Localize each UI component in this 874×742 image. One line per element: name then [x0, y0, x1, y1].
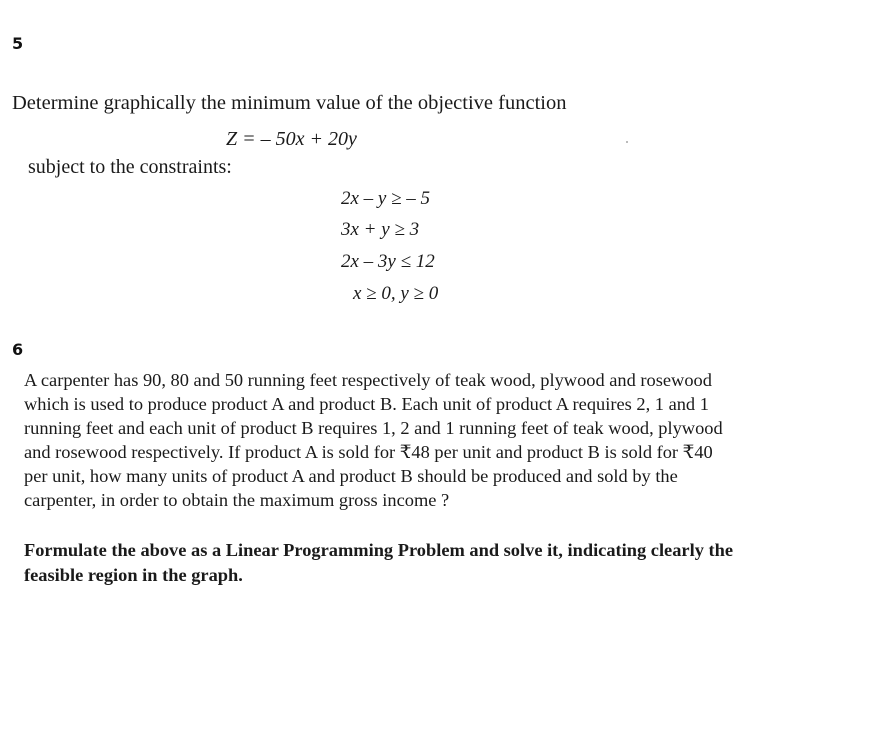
- scan-speck: [626, 141, 628, 143]
- question-5-intro: Determine graphically the minimum value of the objective function: [12, 92, 567, 114]
- task-line: Formulate the above as a Linear Programming Problem and solve it, indicating clearly the: [24, 540, 733, 560]
- body-line: running feet and each unit of product B requires 1, 2 and 1 running feet of teak wood, plywood: [24, 418, 723, 438]
- objective-function: Z = – 50x + 20y: [226, 128, 357, 150]
- question-6-body: [24, 368, 794, 512]
- body-line: per unit, how many units of product A and product B should be produced and sold by the: [24, 466, 678, 486]
- body-line: and rosewood respectively. If product A is sold for ₹48 per unit and product B is sold for ₹40: [24, 442, 713, 462]
- body-line: carpenter, in order to obtain the maximum gross income ?: [24, 490, 450, 510]
- constraints-heading: subject to the constraints:: [28, 156, 232, 178]
- constraint-nonnegativity: x ≥ 0, y ≥ 0: [353, 283, 439, 304]
- body-line: A carpenter has 90, 80 and 50 running feet respectively of teak wood, plywood and rosewood: [24, 370, 712, 390]
- question-5-number: 5: [12, 34, 24, 53]
- constraint-2: 3x + y ≥ 3: [341, 219, 420, 240]
- constraint-1: 2x – y ≥ – 5: [341, 188, 431, 209]
- constraint-3: 2x – 3y ≤ 12: [341, 251, 435, 272]
- question-6-task: [24, 538, 804, 588]
- task-line: feasible region in the graph.: [24, 565, 243, 585]
- question-6-number: 6: [12, 340, 24, 359]
- body-line: which is used to produce product A and product B. Each unit of product A requires 2, 1 and 1: [24, 394, 709, 414]
